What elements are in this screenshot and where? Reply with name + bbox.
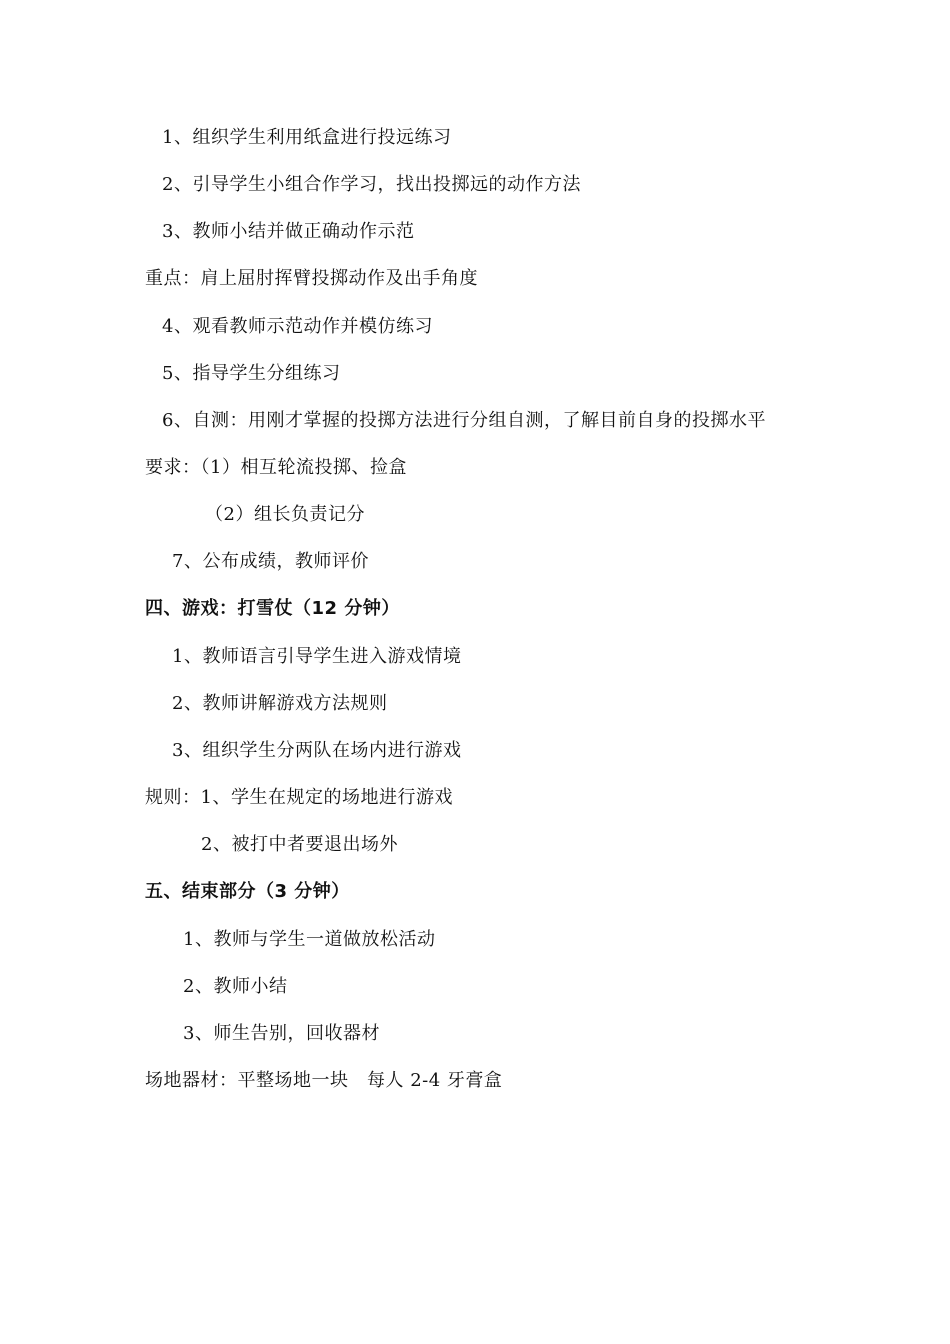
requirement-2-text: （2）组长负责记分	[205, 504, 365, 525]
step-4-text: 4、观看教师示范动作并模仿练习	[162, 316, 433, 337]
step-6-text: 6、自测：用刚才掌握的投掷方法进行分组自测，了解目前自身的投掷水平	[162, 410, 766, 431]
rule-2-text: 2、被打中者要退出场外	[201, 834, 398, 855]
key-point-text: 重点：肩上屈肘挥臂投掷动作及出手角度	[145, 268, 478, 289]
ending-step-2-text: 2、教师小结	[183, 976, 288, 997]
game-step-1-text: 1、教师语言引导学生进入游戏情境	[172, 646, 462, 667]
game-step-2-text: 2、教师讲解游戏方法规则	[172, 693, 388, 714]
section-five-heading: 五、结束部分（3 分钟）	[145, 881, 350, 902]
ending-step-1-text: 1、教师与学生一道做放松活动	[183, 929, 436, 950]
step-2-text: 2、引导学生小组合作学习，找出投掷远的动作方法	[162, 174, 581, 195]
requirement-1-text: 要求：（1）相互轮流投掷、捡盒	[145, 457, 407, 478]
rule-1-text: 规则：1、学生在规定的场地进行游戏	[145, 787, 453, 808]
section-four-heading: 四、游戏：打雪仗（12 分钟）	[145, 598, 400, 619]
game-step-3-text: 3、组织学生分两队在场内进行游戏	[172, 740, 462, 761]
step-7-text: 7、公布成绩，教师评价	[172, 551, 369, 572]
step-1-text: 1、组织学生利用纸盒进行投远练习	[162, 127, 452, 148]
step-3-text: 3、教师小结并做正确动作示范	[162, 221, 415, 242]
equipment-text: 场地器材：平整场地一块 每人 2-4 牙膏盒	[145, 1070, 503, 1091]
step-5-text: 5、指导学生分组练习	[162, 363, 341, 384]
ending-step-3-text: 3、师生告别，回收器材	[183, 1023, 380, 1044]
